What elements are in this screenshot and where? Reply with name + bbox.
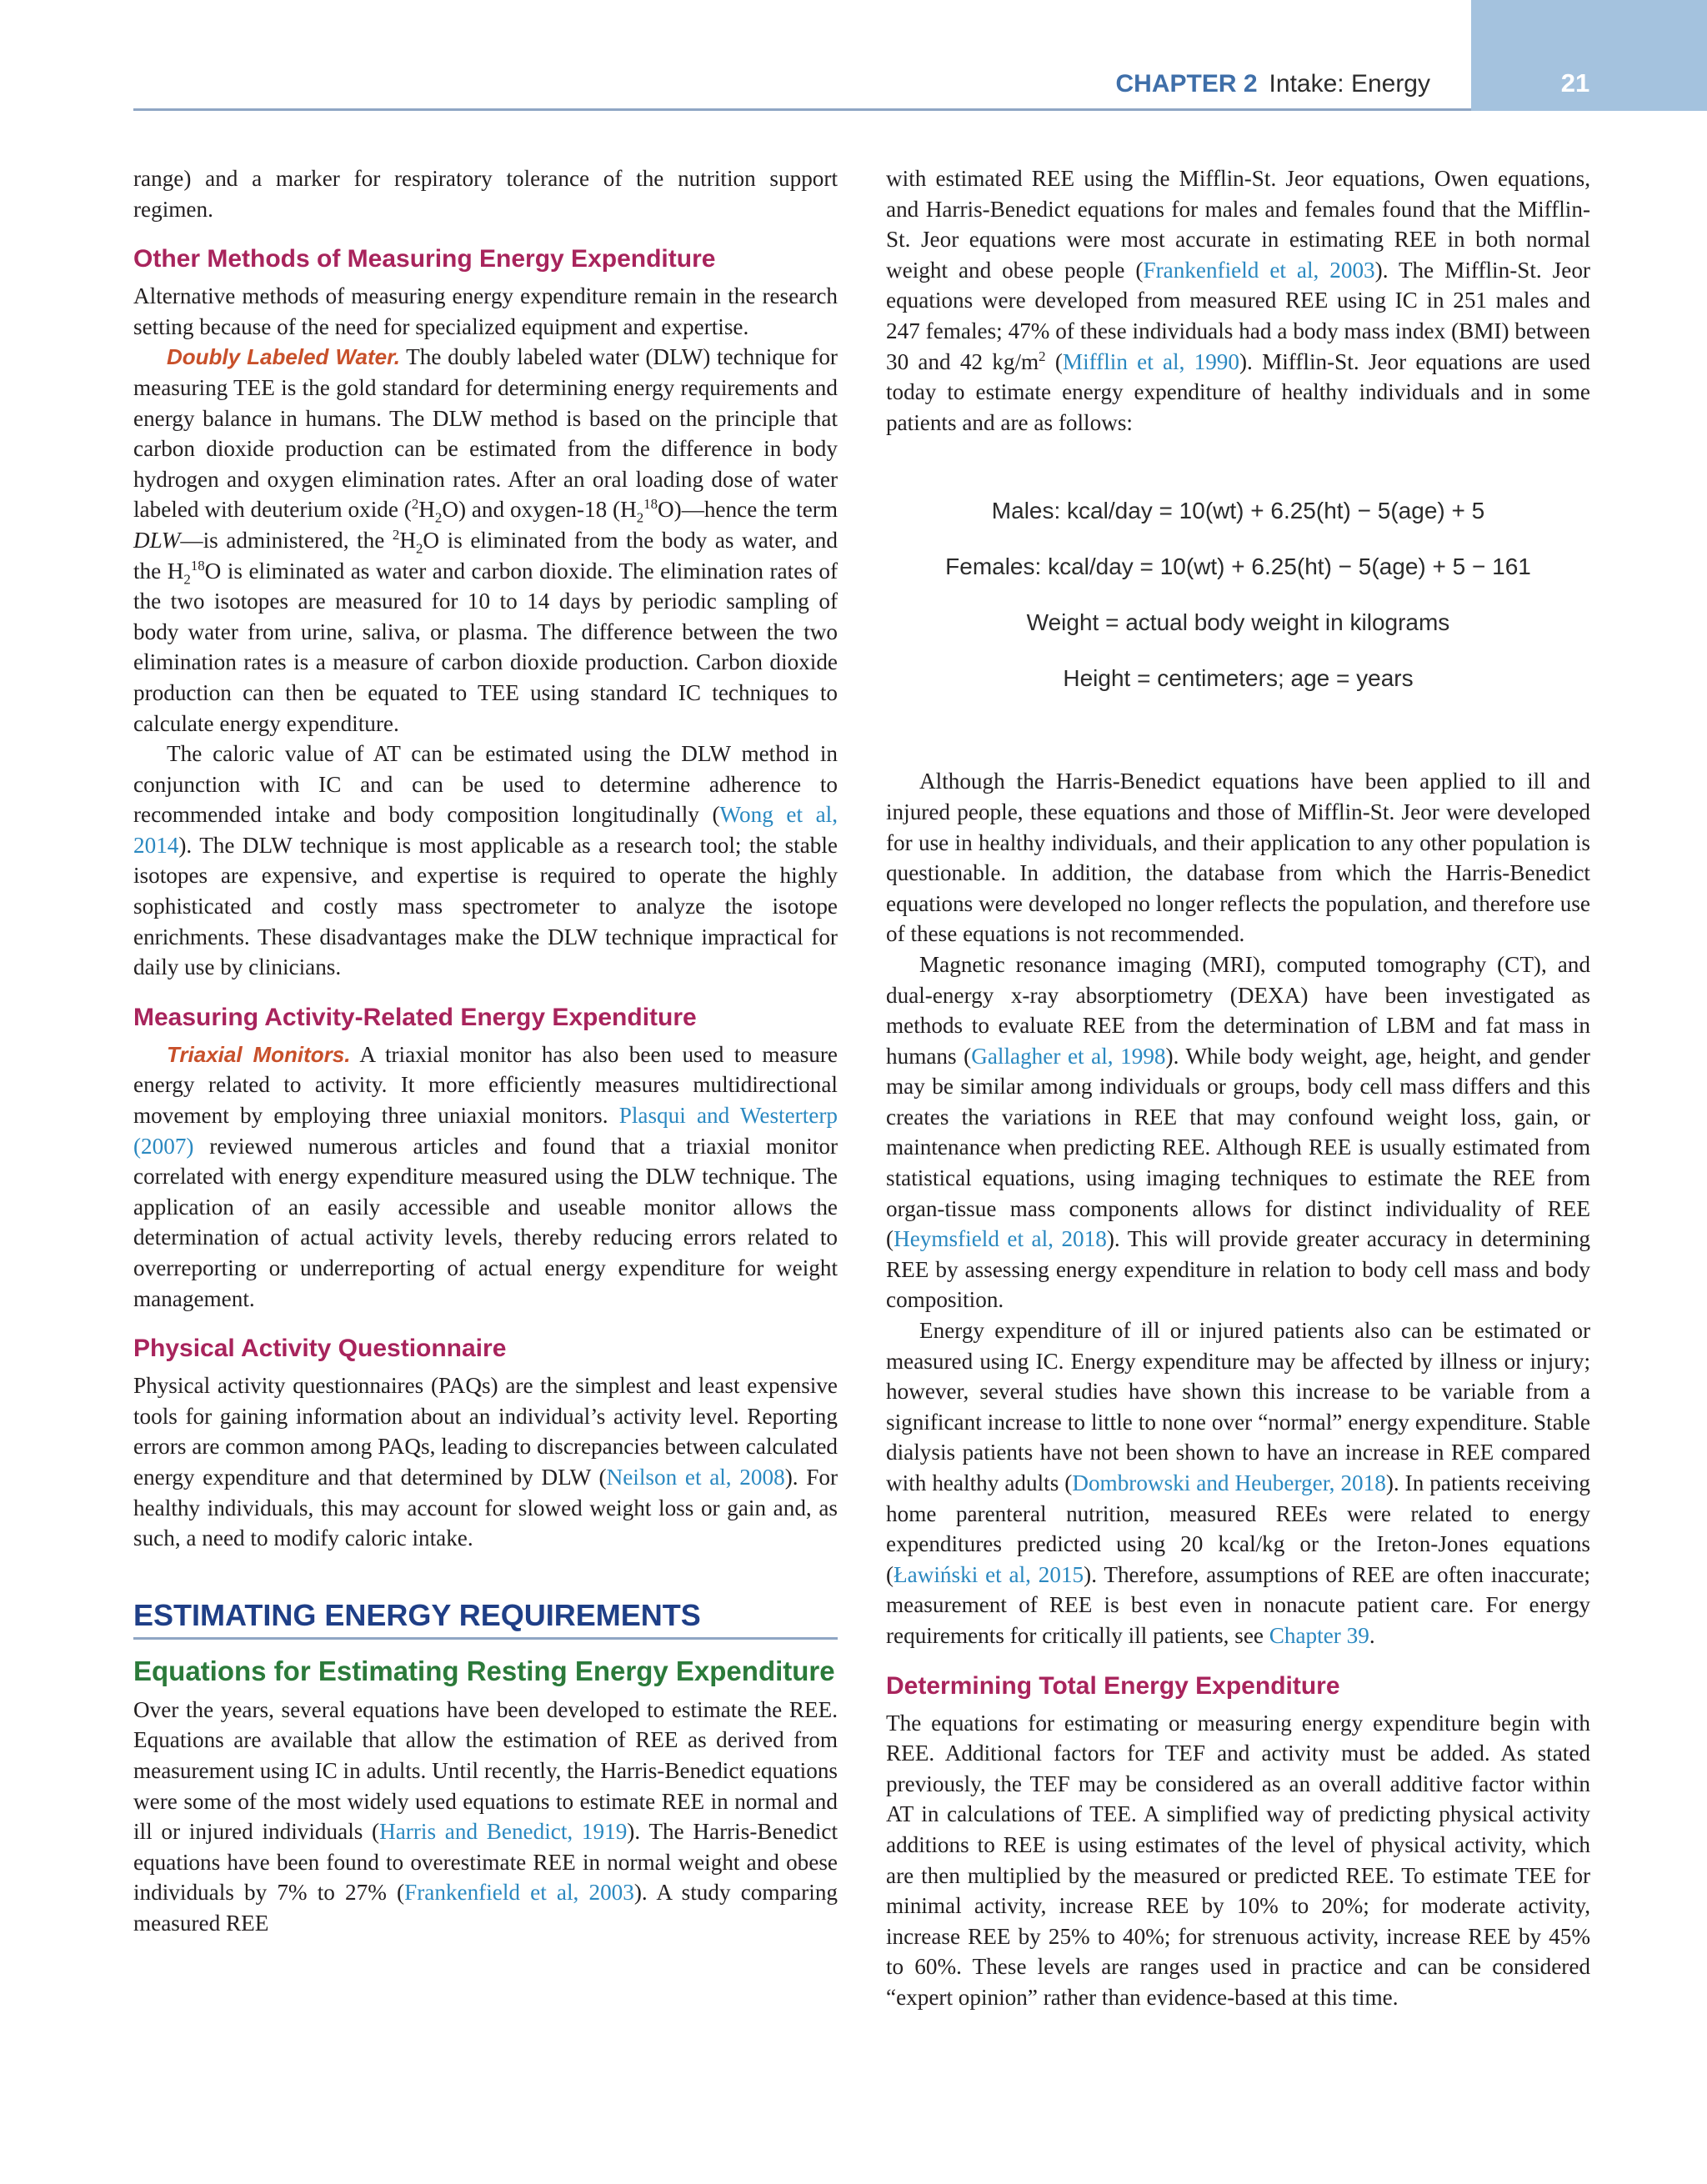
text: The caloric value of AT can be estimated using the DLW method in conjunction with IC and can be used to determine adherence to recommended intake and body composition longitudinally (	[133, 741, 838, 828]
citation-link[interactable]: Harris and Benedict, 1919	[379, 1819, 628, 1845]
paragraph: The equations for estimating or measuring energy expenditure begin with REE. Additional factors for TEF and activity must be added. As stated previously, the TEF may be considered as an overall additive factor within AT in calculations of TEE. A simplified way of predicting physical activity additions to REE is using estimates of the level of physical activity, which are then multiplied by the measured or predicted REE. To estimate TEE for minimal activity, increase REE by 10% to 20%; for moderate activity, increase REE by 25% to 40%; for strenuous activity, increase REE by 45% to 60%. These levels are ranges used in practice and can be considered “expert opinion” rather than evidence-based at this time.	[886, 1710, 1590, 2010]
equation-females: Females: kcal/day = 10(wt) + 6.25(ht) − 5(age) + 5 − 161	[945, 554, 1531, 580]
chapter-link[interactable]: Chapter 39	[1269, 1622, 1369, 1648]
text: with estimated REE using the Mifflin-St. Jeor equations, Owen equations, and Harris-Benedict equations for males and females found that the Mifflin-St. Jeor equations were most accurate in estimating REE in both normal weight and obese people (	[886, 166, 1590, 283]
paragraph	[133, 1370, 838, 1554]
citation-link[interactable]: Neilson et al, 2008	[606, 1464, 785, 1490]
citation-link[interactable]: Frankenfield et al, 2003	[1143, 257, 1375, 283]
equation-males: Males: kcal/day = 10(wt) + 6.25(ht) − 5(age) + 5	[991, 498, 1485, 524]
paragraph: range) and a marker for respiratory tolerance of the nutrition support regimen.	[133, 166, 838, 222]
citation-link[interactable]: Wong et al, 2014	[133, 802, 838, 858]
paragraph	[886, 949, 1590, 1315]
text: .	[1369, 1622, 1375, 1648]
chapter-title: Intake: Energy	[1269, 70, 1430, 98]
text: A triaxial monitor has also been used to measure energy related to activity. It more efficiently measures multidirectional movement by employing three uniaxial monitors.	[133, 1041, 838, 1129]
text: ). The Mifflin-St. Jeor equations were developed from measured REE using IC in 251 males and 247 females; 47% of these individuals had a body mass index (BMI) between 30 and 42 kg/m	[886, 257, 1590, 374]
header-rule	[133, 108, 1471, 111]
citation-link[interactable]: Ławiński et al, 2015	[894, 1561, 1084, 1587]
citation-link[interactable]: Frankenfield et al, 2003	[404, 1880, 634, 1906]
paragraph-triaxial	[133, 1039, 838, 1314]
right-column	[886, 163, 1590, 2013]
run-in-heading: Doubly Labeled Water.	[167, 344, 401, 370]
paragraph-dlw	[133, 342, 838, 739]
chapter-label: CHAPTER 2	[1115, 70, 1258, 98]
italic-term: DLW	[133, 527, 181, 553]
subscript: 2	[183, 570, 191, 587]
text: Over the years, several equations have been developed to estimate the REE. Equations are available that allow the estimation of REE as derived from measurement using IC in adults. Until recently, the Harris-Benedict equations were some of the most widely used equations to estimate REE in normal and ill or injured individuals (	[133, 1696, 838, 1845]
text: O is eliminated from the body as water, and the H	[133, 527, 838, 584]
section-heading-other-methods: Other Methods of Measuring Energy Expenditure	[133, 245, 716, 273]
text: ). Mifflin-St. Jeor equations are used today to estimate energy expenditure of healthy individuals and in some patients and are as follows:	[886, 348, 1591, 435]
text: Magnetic resonance imaging (MRI), computed tomography (CT), and dual-energy x-ray absorptiometry (DEXA) have been investigated as methods to evaluate REE from the determination of LBM and fat mass in humans (	[886, 951, 1590, 1069]
text: O is eliminated as water and carbon dioxide. The elimination rates of the two isotopes are measured for 10 to 14 days by periodic sampling of body water from urine, saliva, or plasma. The difference between the two elimination rates is a measure of carbon dioxide production. Carbon dioxide production can then be equated to TEE using standard IC techniques to calculate energy expenditure.	[133, 558, 838, 736]
paragraph: Although the Harris-Benedict equations have been applied to ill and injured people, these equations and those of Mifflin-St. Jeor were developed for use in healthy individuals, and their application to any other population is questionable. In addition, the database from which the Harris-Benedict equations were developed no longer reflects the population, and therefore use of these equations is not recommended.	[886, 769, 1590, 947]
citation-link[interactable]: Gallagher et al, 1998	[971, 1043, 1166, 1069]
paragraph: Alternative methods of measuring energy expenditure remain in the research setting because of the need for specialized equipment and expertise.	[133, 283, 838, 339]
equation-height: Height = centimeters; age = years	[1063, 665, 1414, 692]
text: The doubly labeled water (DLW) technique for measuring TEE is the gold standard for determining energy requirements and energy balance in humans. The DLW method is based on the principle that carbon dioxide production can be estimated from the difference in body hydrogen and oxygen elimination rates. After an oral loading dose of water labeled with deuterium oxide (	[133, 344, 838, 523]
text: ). In patients receiving home parenteral nutrition, measured REEs were related to energy expenditures predicted using 20 kcal/kg or the Ireton-Jones equations (	[886, 1470, 1590, 1587]
equation-weight: Weight = actual body weight in kilograms	[1026, 609, 1450, 636]
superscript: 2	[392, 526, 400, 543]
text: ). The Harris-Benedict equations have been found to overestimate REE in normal weight and obese individuals by 7% to 27% (	[133, 1819, 838, 1906]
text: ). While body weight, age, height, and gender may be similar among individuals or groups, body cell mass differs and this creates the variations in REE that may confound weight loss, gain, or maintenance when predicting REE. Although REE is usually estimated from statistical equations, using imaging techniques to estimate the REE from organ-tissue mass components allows for distinct individuality of REE (	[886, 1043, 1590, 1252]
text: H	[418, 497, 435, 523]
subscript: 2	[636, 509, 644, 526]
citation-link[interactable]: Mifflin et al, 1990	[1062, 348, 1239, 374]
text: Physical activity questionnaires (PAQs) are the simplest and least expensive tools for gaining information about an individual’s activity level. Reporting errors are common among PAQs, leading to discrepancies between calculated energy expenditure and that determined by DLW (	[133, 1373, 838, 1490]
text: Energy expenditure of ill or injured patients also can be estimated or measured using IC. Energy expenditure may be affected by illness or injury; however, several studies have shown this increase to be variable from a significant increase to little to none over “normal” energy expenditure. Stable dialysis patients have not been shown to have an increase in REE compared with healthy adults (	[886, 1318, 1590, 1495]
text: ). This will provide greater accuracy in determining REE by assessing energy expenditure in relation to body cell mass and body composition.	[886, 1226, 1590, 1313]
superscript: 18	[643, 496, 658, 513]
paragraph	[133, 739, 838, 983]
subscript: 2	[415, 540, 423, 557]
text: O)—hence the term	[658, 497, 838, 523]
superscript: 18	[190, 557, 205, 574]
equation-block	[886, 483, 1590, 706]
paragraph	[886, 1315, 1590, 1651]
superscript: 2	[411, 496, 419, 513]
text: reviewed numerous articles and found that a triaxial monitor correlated with energy expenditure measured using the DLW technique. The application of an easily accessible and useable monitor allows the determination of actual activity levels, thereby reducing errors related to overreporting or underreporting of actual energy expenditure for weight management.	[133, 1133, 838, 1311]
text: H	[399, 527, 416, 553]
text: ). Therefore, assumptions of REE are often inaccurate; measurement of REE is best even in nonacute patient care. For energy requirements for critically ill patients, see	[886, 1561, 1590, 1648]
paragraph	[133, 1695, 838, 1939]
run-in-heading: Triaxial Monitors.	[167, 1041, 351, 1067]
citation-link[interactable]: Heymsfield et al, 2018	[894, 1226, 1107, 1252]
paragraph	[886, 163, 1590, 438]
text: —is administered, the	[180, 527, 393, 553]
superscript: 2	[1039, 348, 1046, 364]
page-number: 21	[1560, 68, 1590, 98]
citation-link[interactable]: Plasqui and Westerterp (2007)	[133, 1103, 838, 1159]
text: ). For healthy individuals, this may account for slowed weight loss or gain and, as such, a need to modify caloric intake.	[133, 1464, 838, 1551]
subscript: 2	[434, 509, 443, 526]
text: O) and oxygen-18 (H	[442, 497, 637, 523]
citation-link[interactable]: Dombrowski and Heuberger, 2018	[1072, 1470, 1386, 1495]
text: ). The DLW technique is most applicable as a research tool; the stable isotopes are expensive, and expertise is required to operate the highly sophisticated and costly mass spectrometer to analyze the isotope enrichments. These disadvantages make the DLW technique impractical for daily use by clinicians.	[133, 832, 838, 980]
section-heading-activity: Measuring Activity-Related Energy Expenditure	[133, 1003, 697, 1031]
running-head	[1116, 70, 1430, 98]
text: ). A study comparing measured REE	[133, 1880, 838, 1936]
left-column	[133, 163, 838, 1939]
subheading-equations: Equations for Estimating Resting Energy Expenditure	[133, 1655, 835, 1686]
major-heading-estimating: ESTIMATING ENERGY REQUIREMENTS	[133, 1597, 838, 1640]
text: (	[1045, 348, 1063, 374]
section-heading-total: Determining Total Energy Expenditure	[886, 1671, 1340, 1700]
section-heading-paq: Physical Activity Questionnaire	[133, 1335, 507, 1363]
